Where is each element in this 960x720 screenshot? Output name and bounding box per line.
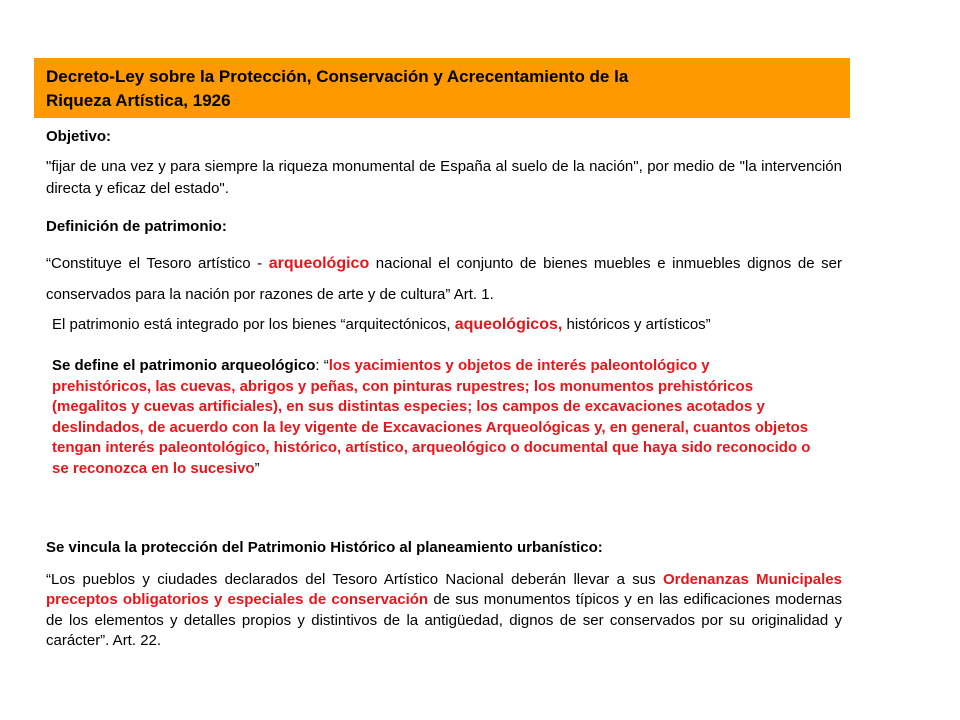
- vincula-text-after: de sus monumentos típicos y en las edificaciones modernas de los elementos y detalles propios y distintivos de la antigüedad, dignos de ser conservados por su originalidad y carácter”. Art. 22.: [46, 591, 842, 650]
- vincula-text-before: “Los pueblos y ciudades declarados del Tesoro Artístico Nacional deberán llevar a sus: [46, 571, 663, 588]
- objetivo-text: "fijar de una vez y para siempre la riqueza monumental de España al suelo de la nación", por medio de "la intervención directa y eficaz del estado".: [46, 158, 842, 197]
- integrado-highlight: aqueológicos,: [454, 316, 563, 333]
- vincula-heading: Se vincula la protección del Patrimonio Histórico al planeamiento urbanístico:: [46, 539, 603, 556]
- arqueologico-colon: : “: [315, 357, 329, 374]
- definicion-heading: Definición de patrimonio:: [46, 218, 227, 235]
- definicion-text-before: “Constituye el Tesoro artístico -: [46, 255, 269, 272]
- title-line-1: Decreto-Ley sobre la Protección, Conservación y Acrecentamiento de la: [46, 67, 629, 86]
- objetivo-heading: Objetivo:: [46, 128, 112, 145]
- definicion-text-after: nacional el conjunto de bienes muebles e inmuebles dignos de ser conservados para la nación por razones de arte y de cultura” Art. 1.: [46, 255, 842, 303]
- arqueologico-close: ”: [254, 459, 260, 477]
- arqueologico-highlight: los yacimientos y objetos de interés paleontológico y prehistóricos, las cuevas, abrigos y peñas, con pinturas rupestres; los monumentos prehistóricos (megalitos y cuevas artificiales), en sus distintas especies; los campos de excavaciones acotados y deslindados, de acuerdo con la ley vigente de Excavaciones Arqueológicas y, en general, cuantos objetos tengan interés paleontológico, histórico, artístico, arqueológico o documental que haya sido reconocido o se reconozca en lo sucesivo: [52, 357, 811, 477]
- definicion-paragraph: [46, 248, 842, 310]
- integrado-text-after: históricos y artísticos”: [562, 316, 711, 333]
- arqueologico-paragraph: [52, 356, 812, 480]
- arqueologico-lead: Se define el patrimonio arqueológico: [52, 357, 316, 374]
- vincula-highlight: Ordenanzas Municipales preceptos obligatorios y especiales de conservación: [46, 571, 842, 609]
- slide-title: [46, 65, 840, 113]
- title-banner: [34, 58, 850, 118]
- title-line-2: Riqueza Artística, 1926: [46, 91, 231, 110]
- integrado-text-before: El patrimonio está integrado por los bienes “arquitectónicos,: [52, 316, 455, 333]
- vincula-paragraph: [46, 570, 842, 652]
- definicion-highlight: arqueológico: [268, 255, 370, 272]
- integrado-paragraph: [52, 312, 872, 338]
